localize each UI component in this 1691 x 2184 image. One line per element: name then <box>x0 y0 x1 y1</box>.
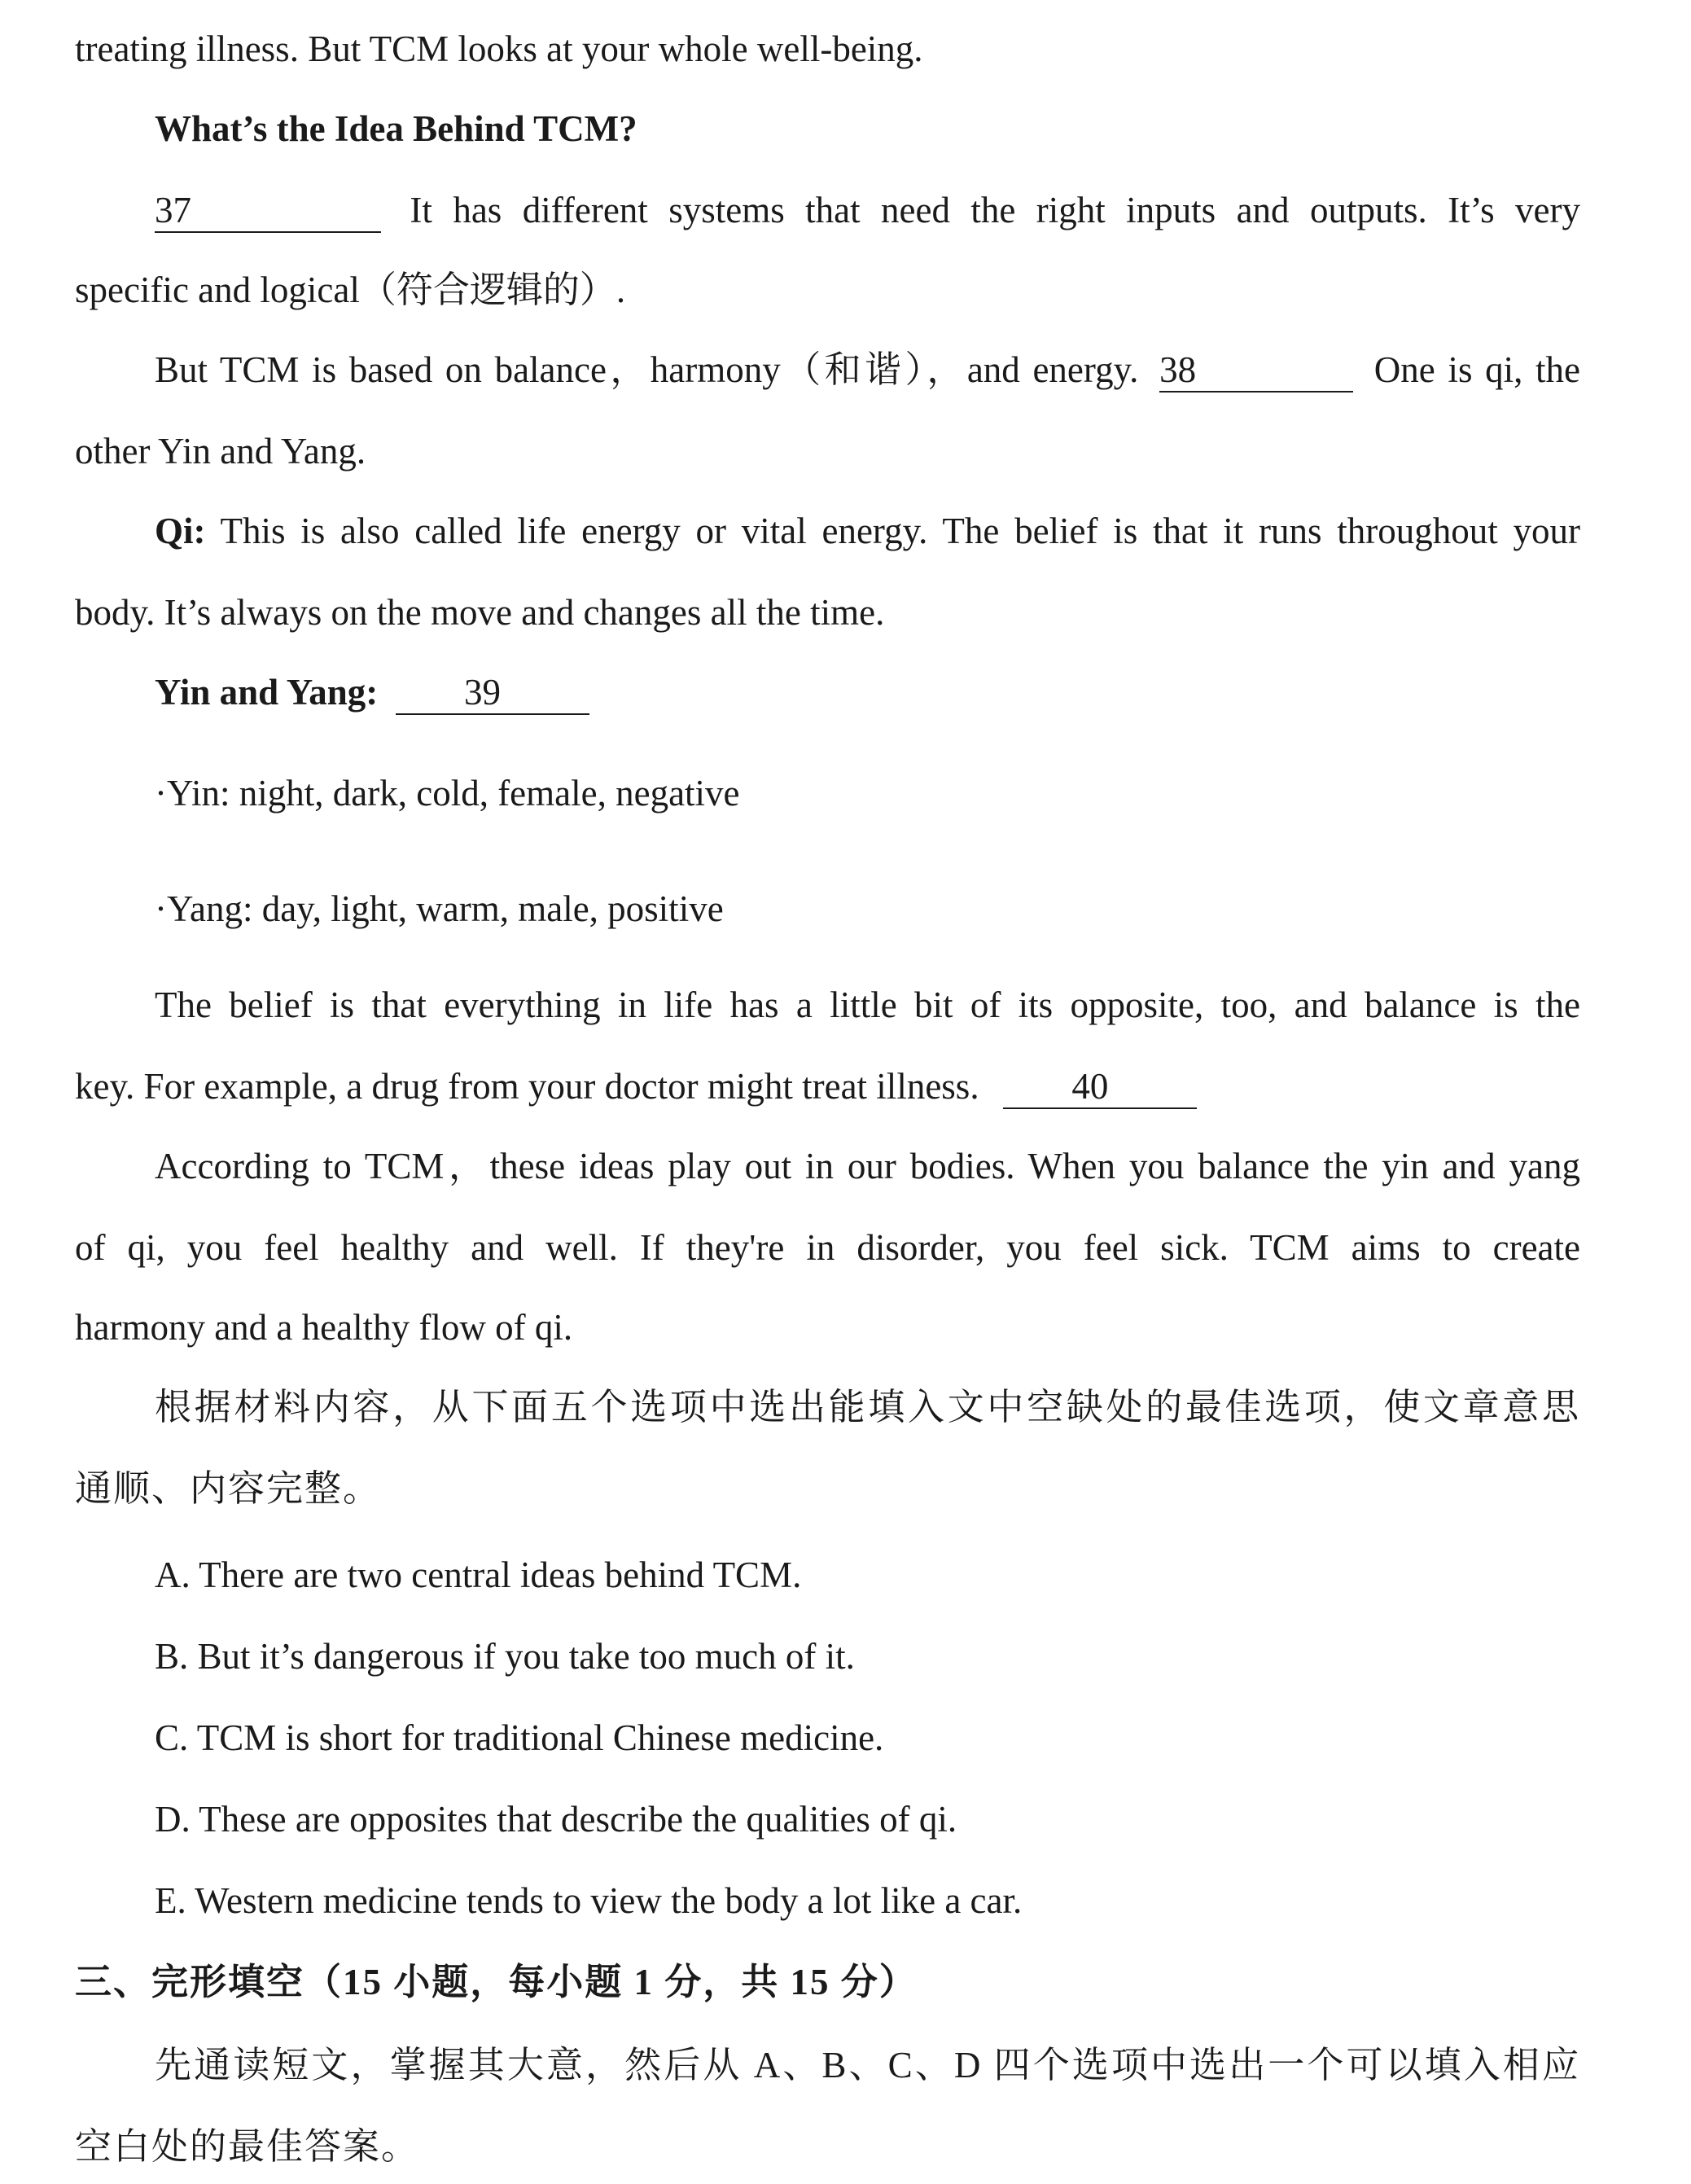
blank-39: 39 <box>396 671 589 715</box>
passage-line <box>155 668 1580 717</box>
passage-line: 37 It has different systems that need the right inputs and outputs. It’s very <box>155 186 1580 235</box>
option-d: D. These are opposites that describe the qualities of qi. <box>155 1799 957 1840</box>
passage-line: key. For example, a drug from your doctor might treat illness. 40 <box>75 1062 1580 1111</box>
option-b: B. But it’s dangerous if you take too much of it. <box>155 1636 855 1677</box>
passage-line: specific and logical（符合逻辑的）. <box>75 270 626 310</box>
option-c: C. TCM is short for traditional Chinese medicine. <box>155 1717 884 1758</box>
passage-line: of qi, you feel healthy and well. If they're in disorder, you feel sick. TCM aims to create <box>75 1227 1580 1268</box>
passage-line: According to TCM，these ideas play out in our bodies. When you balance the yin and yang <box>155 1146 1580 1186</box>
passage-line: body. It’s always on the move and changes all the time. <box>75 592 885 633</box>
passage-line: But TCM is based on balance，harmony（和谐），and energy. 38 One is qi, the <box>155 345 1580 394</box>
passage-line: Qi: This is also called life energy or vital energy. The belief is that it runs throughout your <box>155 511 1581 551</box>
section-3-instructions: 先通读短文，掌握其大意，然后从 A、B、C、D 四个选项中选出一个可以填入相应 <box>155 2045 1580 2085</box>
instructions-line: 根据材料内容，从下面五个选项中选出能填入文中空缺处的最佳选项，使文章意思 <box>155 1387 1580 1427</box>
option-a: A. There are two central ideas behind TCM. <box>155 1555 802 1595</box>
yin-item: ·Yin: night, dark, cold, female, negative <box>155 773 740 814</box>
passage-line: The belief is that everything in life has a little bit of its opposite, too, and balance is the <box>155 985 1580 1025</box>
passage-line: harmony and a healthy flow of qi. <box>75 1307 573 1348</box>
qi-label: Qi: <box>155 511 206 551</box>
yang-item: ·Yang: day, light, warm, male, positive <box>155 888 724 929</box>
passage-line: other Yin and Yang. <box>75 431 366 471</box>
section-heading: What’s the Idea Behind TCM? <box>155 108 637 149</box>
passage-line: treating illness. But TCM looks at your whole well-being. <box>75 29 923 69</box>
section-3-title: 三、完形填空（15 小题，每小题 1 分，共 15 分） <box>75 1962 918 2002</box>
blank-38: 38 <box>1159 349 1353 393</box>
option-e: E. Western medicine tends to view the body a lot like a car. <box>155 1880 1023 1921</box>
blank-37: 37 <box>155 189 381 233</box>
instructions-line: 通顺、内容完整。 <box>75 1468 382 1509</box>
blank-40: 40 <box>1003 1065 1197 1109</box>
section-3-instructions: 空白处的最佳答案。 <box>75 2126 420 2167</box>
yin-yang-label: Yin and Yang: <box>155 672 379 713</box>
